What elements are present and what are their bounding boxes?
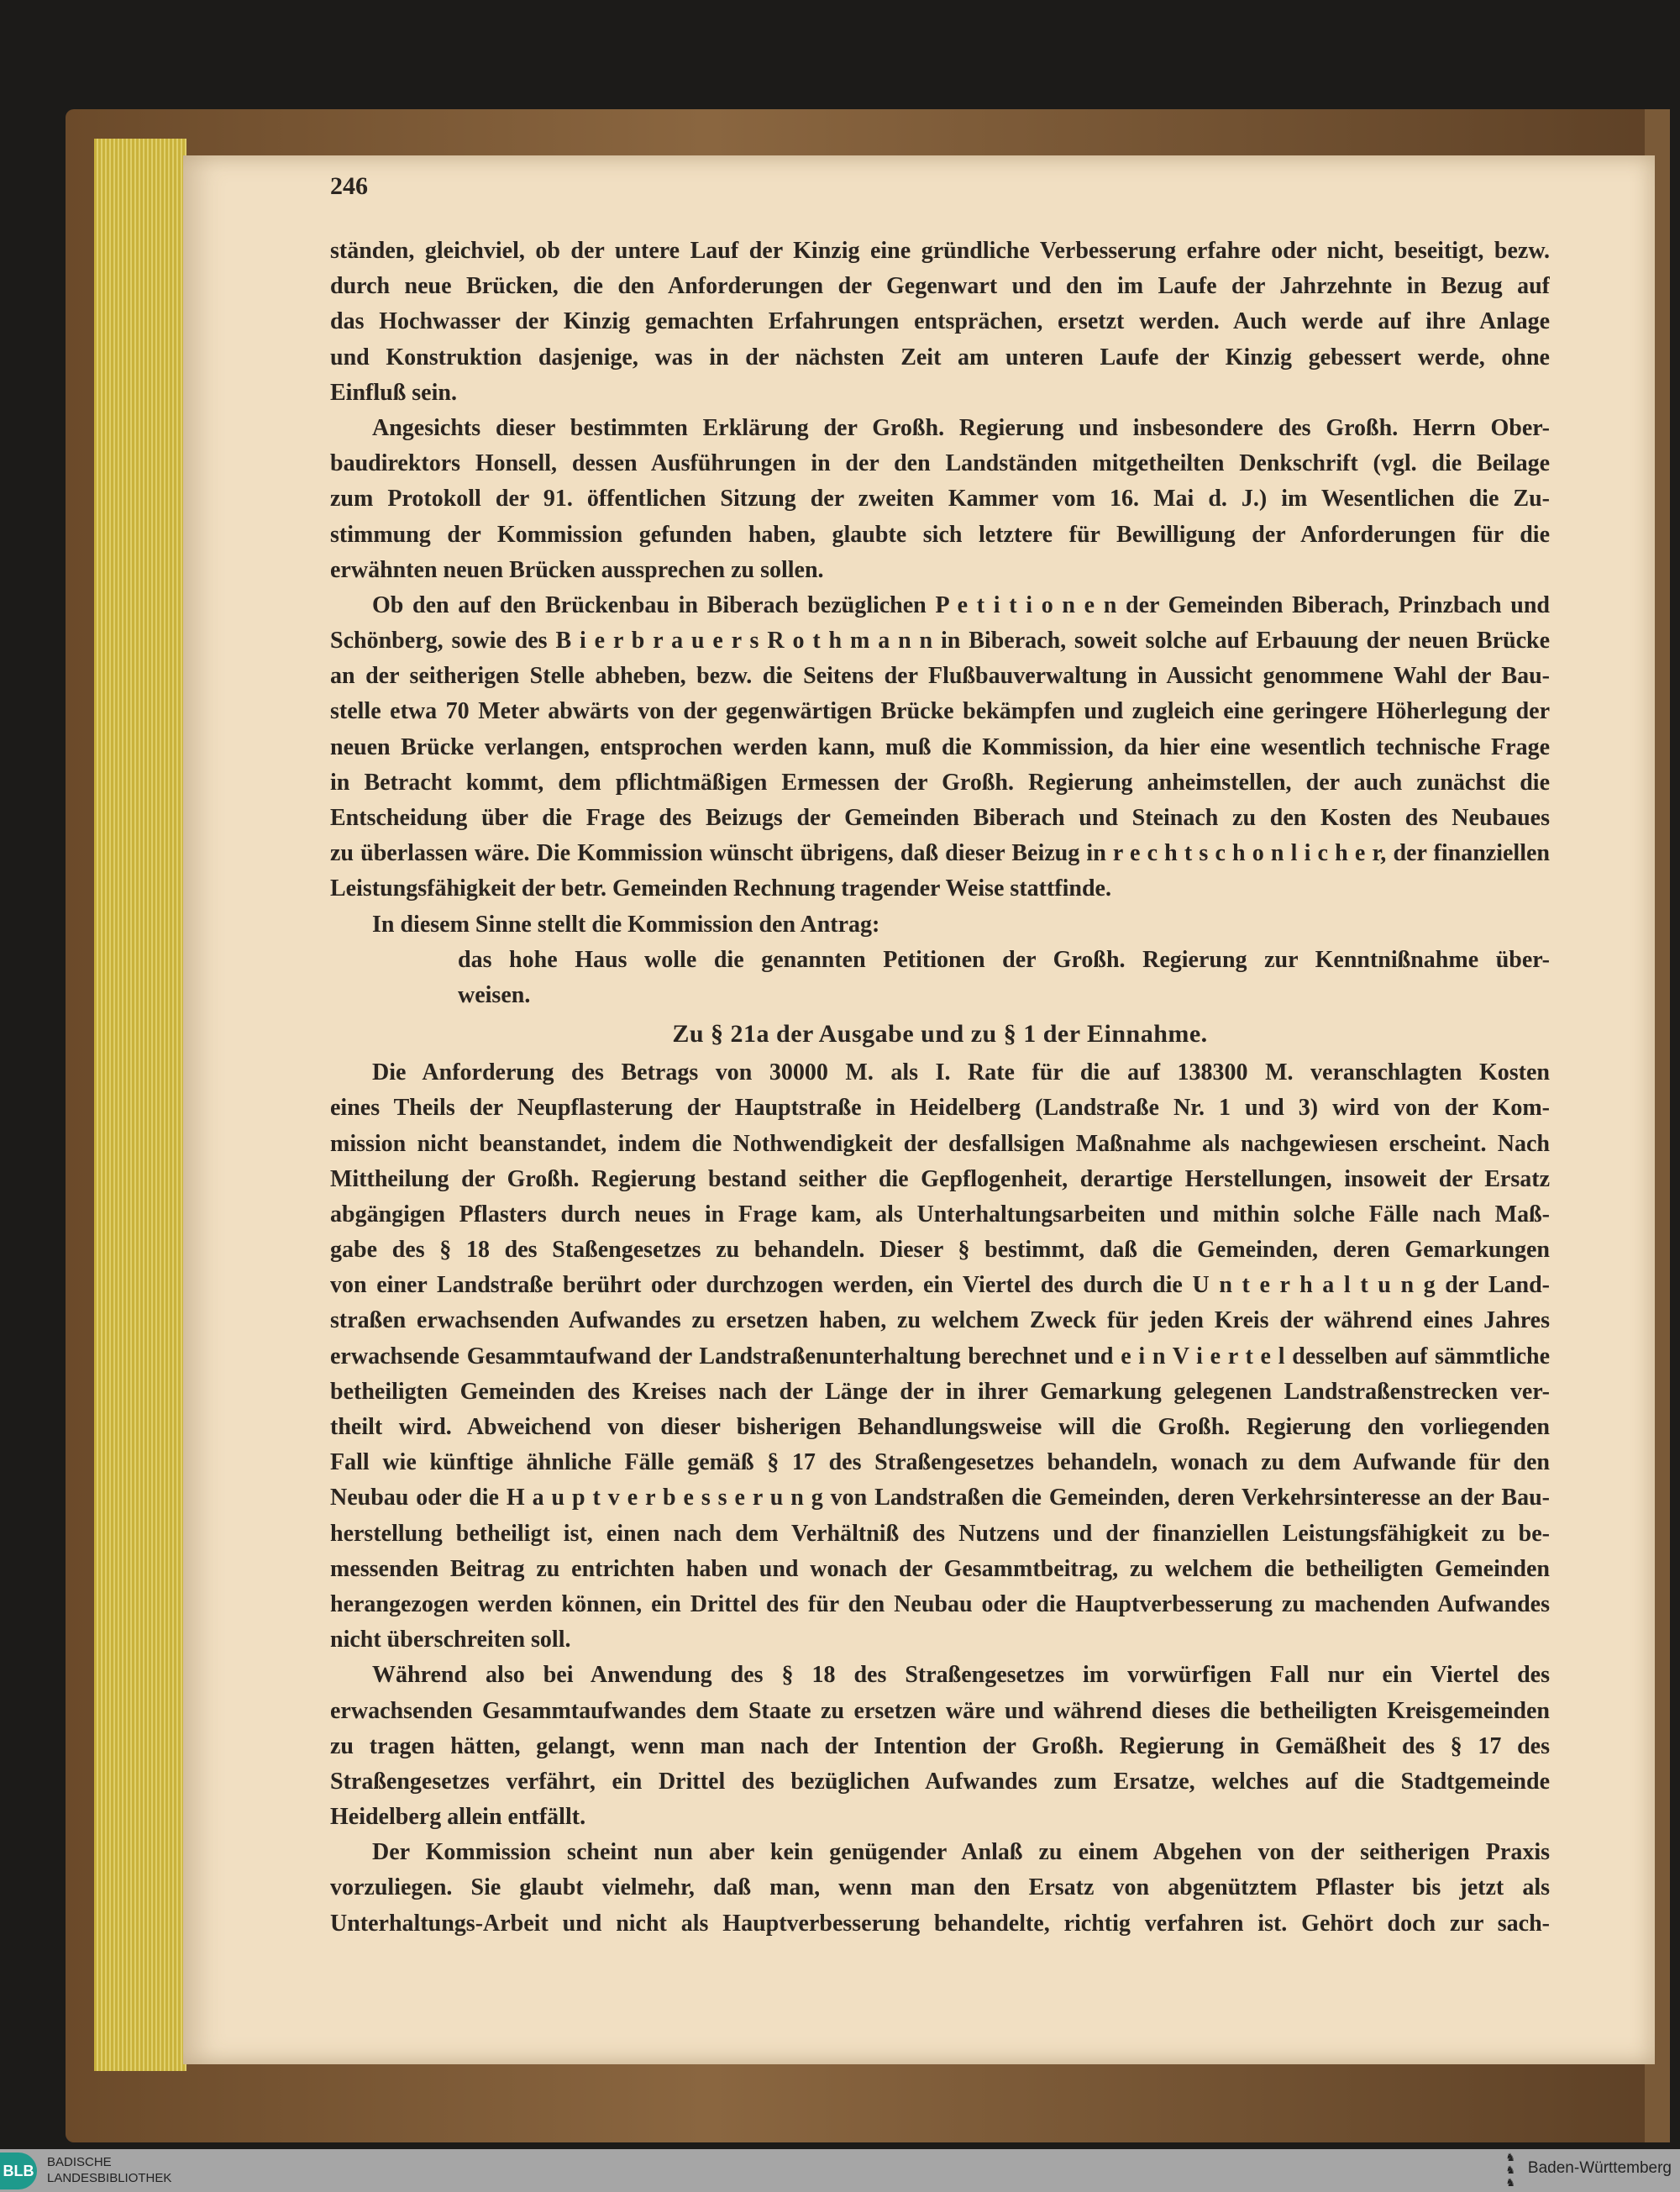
text-line: stelle etwa 70 Meter abwärts von der gegenwärtigen Brücke bekämpfen und zugleich eine geringere Höherlegung der [330,698,1550,725]
text-line: Während also bei Anwendung des § 18 des Straßengesetzes im vorwürfigen Fall nur ein Viertel des [372,1662,1550,1689]
text-line: herangezogen werden können, ein Drittel des für den Neubau oder die Hauptverbesserung zu machenden Aufwandes [330,1590,1550,1617]
text-line: Leistungsfähigkeit der betr. Gemeinden Rechnung tragender Weise stattfinde. [330,875,1111,902]
text-line: durch neue Brücken, die den Anforderungen der Gegenwart und den im Laufe der Jahrzehnte in Bezug auf [330,273,1550,300]
page-edges [94,139,186,2071]
page-number: 246 [330,172,368,200]
text-line: das Hochwasser der Kinzig gemachten Erfahrungen entsprächen, ersetzt werden. Auch werde auf ihre Anlage [330,308,1550,335]
text-line: Einfluß sein. [330,379,457,406]
text-line: Fall wie künftige ähnliche Fälle gemäß § 17 des Straßengesetzes behandeln, wonach zu dem Aufwande für den [330,1449,1550,1476]
text-line: erwachsenden Gesammtaufwandes dem Staate zu ersetzen wäre und während dieses die betheiligten Kreisgemeinden [330,1697,1550,1724]
text-line: stimmung der Kommission gefunden haben, glaubte sich letztere für Bewilligung der Anforderungen für die [330,521,1550,548]
section-heading: Zu § 21a der Ausgabe und zu § 1 der Einnahme. [672,1020,1208,1049]
text-line: von einer Landstraße berührt oder durchzogen werden, ein Viertel des durch die U n t e r h a l t u n g der Land- [330,1272,1550,1299]
text-line: eines Theils der Neupflasterung der Hauptstraße in Heidelberg (Landstraße Nr. 1 und 3) wird von der Kom- [330,1095,1550,1122]
footer-bar [0,2149,1680,2192]
text-line: herstellung betheiligt ist, einen nach dem Verhältniß des Nutzens und der finanziellen Leistungsfähigkeit zu be- [330,1520,1550,1547]
text-line: Heidelberg allein entfällt. [330,1804,586,1831]
state-logo[interactable]: Baden-Württemberg [1527,2159,1672,2177]
text-line: zum Protokoll der 91. öffentlichen Sitzung der zweiten Kammer vom 16. Mai d. J.) im Wesentlichen die Zu- [330,486,1550,513]
text-line: erwachsende Gesammtaufwand der Landstraßenunterhaltung berechnet und e i n V i e r t e l desselben auf sämmtliche [330,1343,1550,1369]
text-line: in Betracht kommt, dem pflichtmäßigen Ermessen der Großh. Regierung anheimstellen, der auch zunächst die [330,769,1550,796]
text-line: Entscheidung über die Frage des Beizugs der Gemeinden Biberach und Steinach zu den Kosten des Neubaues [330,805,1550,831]
text-line: an der seitherigen Stelle abheben, bezw. die Seitens der Flußbauverwaltung in Aussicht genommene Wahl der Bau- [330,663,1550,690]
text-line: Neubau oder die H a u p t v e r b e s s e r u n g von Landstraßen die Gemeinden, deren Verkehrsinteresse an der Bau- [330,1485,1550,1511]
text-line: Der Kommission scheint nun aber kein genügender Anlaß zu einem Abgehen von der seitherigen Praxis [372,1839,1550,1866]
text-line: abgängigen Pflasters durch neues in Frage kam, als Unterhaltungsarbeiten und mithin solche Fälle nach Maß- [330,1201,1550,1227]
text-line: Unterhaltungs-Arbeit und nicht als Hauptverbesserung behandelte, richtig verfahren ist. Gehört doch zur sach- [330,1910,1550,1937]
text-line: Schönberg, sowie des B i e r b r a u e r s R o t h m a n n in Biberach, soweit solche auf Erbauung der neuen Brücke [330,628,1550,654]
text-line: messenden Beitrag zu entrichten haben und wonach der Gesammtbeitrag, zu welchem die betheiligten Gemeinden [330,1555,1550,1582]
text-line: zu tragen hätten, gelangt, wenn man nach der Intention der Großh. Regierung in Gemäßheit des § 17 des [330,1732,1550,1759]
text-line: weisen. [458,981,531,1008]
text-line: vorzuliegen. Sie glaubt vielmehr, daß man, wenn man den Ersatz von abgenütztem Pflaster bis jetzt als [330,1874,1550,1901]
text-line: erwähnten neuen Brücken aussprechen zu sollen. [330,556,824,583]
lion-emblem-icon: ♞ ♞ ♞ [1505,2151,1515,2189]
page-text [330,234,1550,1942]
text-line: Straßengesetzes verfährt, ein Drittel des bezüglichen Aufwandes zum Ersatze, welches auf die Stadtgemeinde [330,1768,1550,1795]
text-line: Ob den auf den Brückenbau in Biberach bezüglichen P e t i t i o n e n der Gemeinden Biberach, Prinzbach und [372,591,1550,618]
text-line: zu überlassen wäre. Die Kommission wünscht übrigens, daß dieser Beizug in r e c h t s c h o n l i c h e r, der finanziellen [330,840,1550,867]
text-line: Mittheilung der Großh. Regierung bestand seither die Gepflogenheit, derartige Herstellungen, insoweit der Ersatz [330,1165,1550,1192]
text-line: mission nicht beanstandet, indem die Nothwendigkeit der desfallsigen Maßnahme als nachgewiesen erscheint. Nach [330,1130,1550,1157]
blb-logo[interactable]: BLB [0,2153,37,2189]
text-line: gabe des § 18 des Staßengesetzes zu behandeln. Dieser § bestimmt, daß die Gemeinden, deren Gemarkungen [330,1237,1550,1264]
text-line: Die Anforderung des Betrags von 30000 M. als I. Rate für die auf 138300 M. veranschlagten Kosten [372,1059,1550,1086]
text-line: ständen, gleichviel, ob der untere Lauf der Kinzig eine gründliche Verbesserung erfahre oder nicht, beseitigt, bezw. [330,238,1550,264]
text-line: neuen Brücke verlangen, entsprochen werden kann, muß die Kommission, da hier eine wesentlich technische Frage [330,733,1550,760]
text-line: betheiligten Gemeinden des Kreises nach der Länge der in ihrer Gemarkung gelegenen Landstraßenstrecken ver- [330,1378,1550,1405]
text-line: In diesem Sinne stellt die Kommission den Antrag: [372,911,880,938]
text-line: theilt wird. Abweichend von dieser bisherigen Behandlungsweise will die Großh. Regierung den vorliegenden [330,1414,1550,1440]
text-line: straßen erwachsenden Aufwandes zu ersetzen haben, zu welchem Zweck für jeden Kreis der während eines Jahres [330,1307,1550,1334]
text-line: baudirektors Honsell, dessen Ausführungen in der den Landständen mitgetheilten Denkschrift (vgl. die Beilage [330,450,1550,477]
library-name: BADISCHE LANDESBIBLIOTHEK [47,2155,172,2185]
text-line: das hohe Haus wolle die genannten Petitionen der Großh. Regierung zur Kenntnißnahme über- [458,946,1550,973]
text-line: Angesichts dieser bestimmten Erklärung der Großh. Regierung und insbesondere des Großh. Herrn Ober- [372,414,1550,441]
text-line: nicht überschreiten soll. [330,1627,571,1653]
text-line: und Konstruktion dasjenige, was in der nächsten Zeit am unteren Laufe der Kinzig gebessert werde, ohne [330,344,1550,371]
